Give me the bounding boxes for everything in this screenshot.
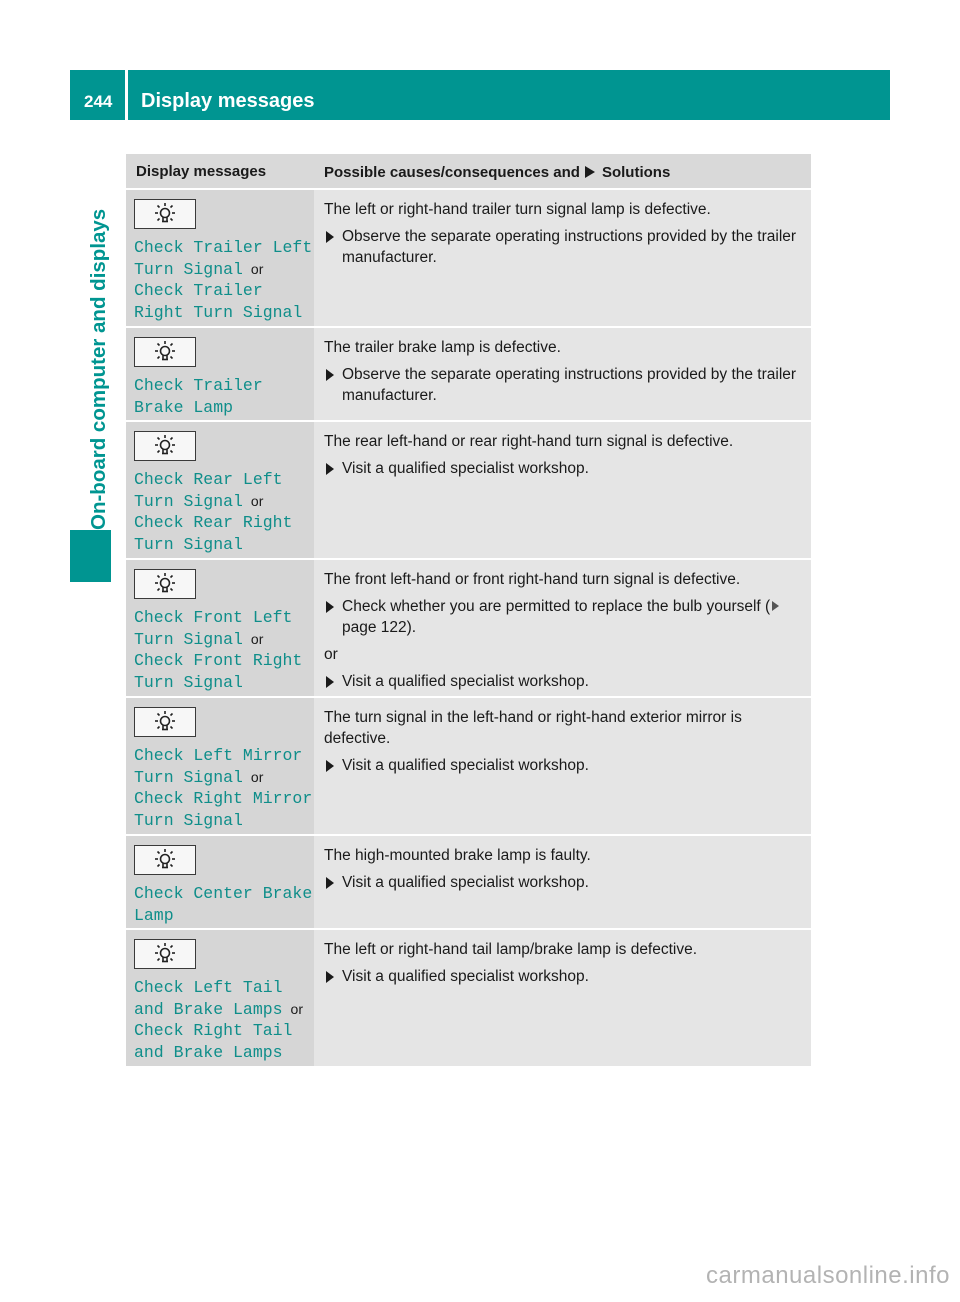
table-header bbox=[126, 154, 811, 190]
bulb-warning-icon bbox=[134, 569, 196, 599]
triangle-arrow-icon bbox=[326, 369, 334, 381]
cause-text: The high-mounted brake lamp is faulty. bbox=[324, 847, 591, 864]
or-text: or bbox=[250, 492, 264, 509]
display-message: Turn Signal bbox=[134, 259, 243, 279]
table-row bbox=[126, 328, 811, 422]
step-text: Visit a qualified specialist workshop. bbox=[342, 460, 589, 477]
display-message: Turn Signal bbox=[134, 629, 243, 649]
triangle-arrow-icon bbox=[326, 601, 334, 613]
display-message: Turn Signal bbox=[134, 810, 243, 830]
display-message: and Brake Lamps bbox=[134, 1042, 283, 1062]
display-messages-table bbox=[126, 154, 811, 1068]
col-header-solutions-pre: Possible causes/consequences and bbox=[324, 164, 580, 181]
solution-cell bbox=[314, 560, 811, 696]
col-header-solutions bbox=[314, 154, 811, 188]
bulb-warning-icon bbox=[134, 199, 196, 229]
triangle-arrow-icon bbox=[585, 166, 595, 178]
header-separator bbox=[125, 70, 128, 120]
solution-cell bbox=[314, 698, 811, 834]
step-text: Visit a qualified specialist workshop. bbox=[342, 968, 589, 985]
display-message: Lamp bbox=[134, 905, 174, 925]
solution-step bbox=[324, 226, 801, 268]
step-text: Check whether you are permitted to replace the bulb yourself ( bbox=[342, 598, 771, 615]
display-message: Check Trailer bbox=[134, 281, 263, 300]
cause-text: The rear left-hand or rear right-hand turn signal is defective. bbox=[324, 433, 734, 450]
col-header-solutions-post: Solutions bbox=[601, 164, 671, 181]
or-text: or bbox=[250, 630, 264, 647]
display-message: Turn Signal bbox=[134, 534, 243, 554]
display-message: Check Rear Left bbox=[134, 470, 283, 489]
solution-cell bbox=[314, 836, 811, 928]
solution-step bbox=[324, 872, 801, 893]
message-cell bbox=[126, 560, 314, 696]
message-cell bbox=[126, 422, 314, 558]
display-message: Turn Signal bbox=[134, 767, 243, 787]
or-text: or bbox=[324, 646, 338, 663]
solution-cell bbox=[314, 328, 811, 420]
display-message: Turn Signal bbox=[134, 672, 243, 692]
col-header-display: Display messages bbox=[136, 163, 267, 180]
page-reference-link[interactable]: page 122). bbox=[342, 619, 417, 636]
solution-step bbox=[324, 755, 801, 776]
table-row bbox=[126, 836, 811, 930]
cause-text: The trailer brake lamp is defective. bbox=[324, 339, 561, 356]
step-text: Observe the separate operating instructions provided by the trailer manufacturer. bbox=[342, 228, 797, 266]
triangle-arrow-icon bbox=[326, 463, 334, 475]
step-text: Visit a qualified specialist workshop. bbox=[342, 757, 589, 774]
bulb-warning-icon bbox=[134, 707, 196, 737]
page-ref-icon bbox=[772, 601, 779, 611]
display-message: Check Front Left bbox=[134, 608, 293, 627]
page-title: Display messages bbox=[141, 90, 315, 112]
display-message: Brake Lamp bbox=[134, 397, 234, 417]
solution-step bbox=[324, 458, 801, 479]
display-message: and Brake Lamps bbox=[134, 999, 283, 1019]
solution-step bbox=[324, 596, 801, 638]
solution-cell bbox=[314, 422, 811, 558]
triangle-arrow-icon bbox=[326, 971, 334, 983]
triangle-arrow-icon bbox=[326, 877, 334, 889]
display-message: Check Right Tail bbox=[134, 1021, 293, 1040]
message-cell bbox=[126, 698, 314, 834]
or-text: or bbox=[250, 768, 264, 785]
bulb-warning-icon bbox=[134, 939, 196, 969]
cause-text: The left or right-hand trailer turn signal lamp is defective. bbox=[324, 201, 711, 218]
display-message: Check Trailer Left bbox=[134, 238, 313, 257]
display-message: Check Right Mirror bbox=[134, 789, 313, 808]
or-text: or bbox=[290, 1000, 303, 1017]
solution-cell bbox=[314, 930, 811, 1066]
display-message: Check Center Brake bbox=[134, 884, 313, 903]
side-tab-label: On-board computer and displays bbox=[87, 208, 110, 530]
side-tab-marker bbox=[70, 530, 111, 582]
display-message: Check Left Mirror bbox=[134, 746, 303, 765]
triangle-arrow-icon bbox=[326, 231, 334, 243]
triangle-arrow-icon bbox=[326, 676, 334, 688]
solution-step bbox=[324, 671, 801, 692]
bulb-warning-icon bbox=[134, 431, 196, 461]
step-text: Visit a qualified specialist workshop. bbox=[342, 874, 589, 891]
table-row bbox=[126, 698, 811, 836]
cause-text: The turn signal in the left-hand or right-hand exterior mirror is defective. bbox=[324, 709, 742, 747]
message-cell bbox=[126, 836, 314, 928]
step-text: Visit a qualified specialist workshop. bbox=[342, 673, 589, 690]
triangle-arrow-icon bbox=[326, 760, 334, 772]
cause-text: The left or right-hand tail lamp/brake lamp is defective. bbox=[324, 941, 698, 958]
solution-step bbox=[324, 364, 801, 406]
message-cell bbox=[126, 328, 314, 420]
message-cell bbox=[126, 930, 314, 1066]
table-row bbox=[126, 930, 811, 1068]
display-message: Check Trailer bbox=[134, 376, 263, 395]
table-row bbox=[126, 190, 811, 328]
message-cell bbox=[126, 190, 314, 326]
table-row bbox=[126, 560, 811, 698]
display-message: Check Left Tail bbox=[134, 978, 283, 997]
bulb-warning-icon bbox=[134, 845, 196, 875]
cause-text: The front left-hand or front right-hand turn signal is defective. bbox=[324, 571, 741, 588]
display-message: Right Turn Signal bbox=[134, 302, 303, 322]
solution-cell bbox=[314, 190, 811, 326]
display-message: Check Front Right bbox=[134, 651, 303, 670]
solution-step bbox=[324, 966, 801, 987]
watermark: carmanualsonline.info bbox=[706, 1262, 950, 1289]
bulb-warning-icon bbox=[134, 337, 196, 367]
step-text: Observe the separate operating instructions provided by the trailer manufacturer. bbox=[342, 366, 797, 404]
table-row bbox=[126, 422, 811, 560]
display-message: Check Rear Right bbox=[134, 513, 293, 532]
page-number: 244 bbox=[84, 92, 113, 111]
display-message: Turn Signal bbox=[134, 491, 243, 511]
or-text: or bbox=[250, 260, 264, 277]
